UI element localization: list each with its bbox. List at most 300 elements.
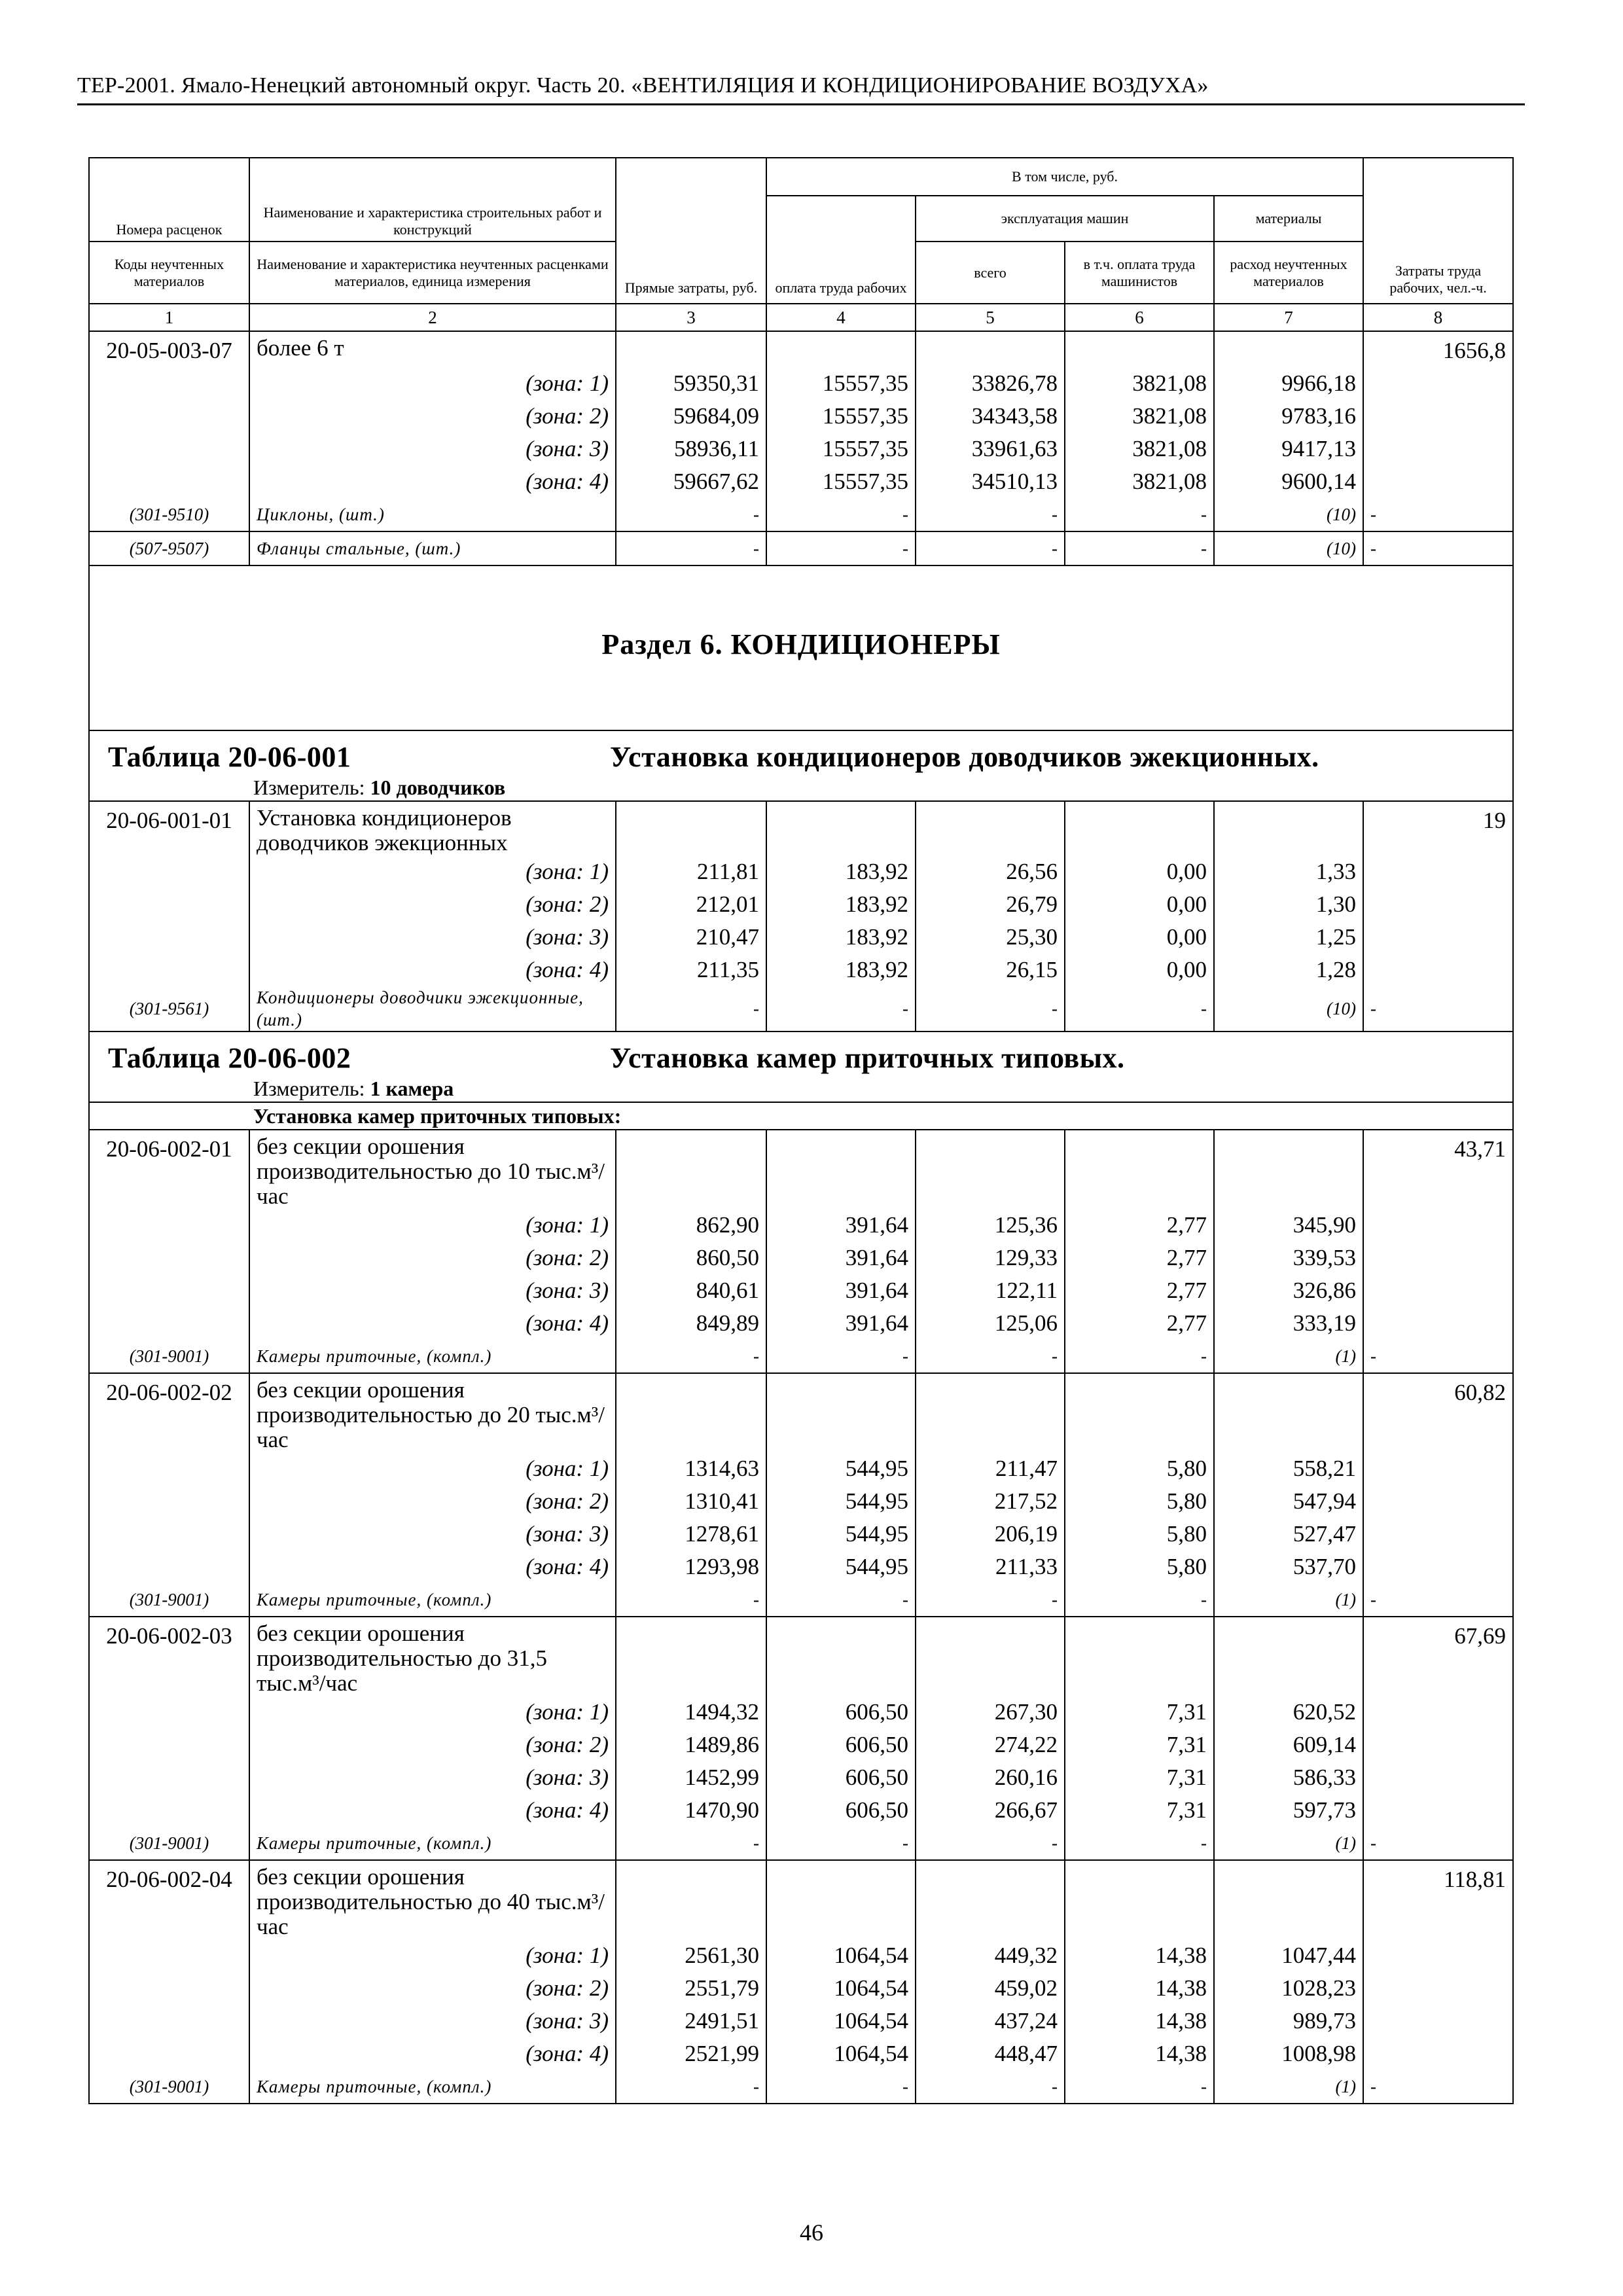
material-value: - (766, 1583, 916, 1617)
zone-row (89, 1209, 1513, 1242)
rate-block (89, 1130, 1513, 1373)
rate-name: без секции орошения производительностью до 10 тыс.м³/час (249, 1130, 616, 1209)
zone-value: 0,00 (1065, 954, 1214, 986)
empty-cell (1214, 1373, 1363, 1452)
rate-head-row (89, 1130, 1513, 1209)
material-name: Циклоны, (шт.) (249, 498, 616, 531)
zone-value: 391,64 (766, 1307, 916, 1340)
zone-value: 266,67 (916, 1794, 1065, 1827)
zone-value: 2,77 (1065, 1274, 1214, 1307)
zone-label: (зона: 4) (249, 2037, 616, 2070)
empty-cell (1065, 801, 1214, 855)
zone-value: 1008,98 (1214, 2037, 1363, 2070)
zone-value: 544,95 (766, 1551, 916, 1583)
zone-label: (зона: 1) (249, 855, 616, 888)
material-value: - (1363, 2070, 1513, 2104)
rate-code: 20-06-002-02 (89, 1373, 249, 1452)
zone-label: (зона: 3) (249, 921, 616, 954)
rate-name: без секции орошения производительностью до 31,5 тыс.м³/час (249, 1617, 616, 1696)
zone-value: 7,31 (1065, 1761, 1214, 1794)
zone-label: (зона: 2) (249, 1242, 616, 1274)
empty-cell (89, 433, 249, 465)
material-name: Камеры приточные, (компл.) (249, 1340, 616, 1373)
zone-value: 58936,11 (616, 433, 766, 465)
empty-cell (766, 1617, 916, 1696)
empty-cell (89, 400, 249, 433)
empty-cell (616, 1617, 766, 1696)
material-value: (10) (1214, 531, 1363, 565)
zone-value: 609,14 (1214, 1729, 1363, 1761)
zone-value: 391,64 (766, 1242, 916, 1274)
zone-value: 1,33 (1214, 855, 1363, 888)
zone-row (89, 855, 1513, 888)
zone-value: 14,38 (1065, 2037, 1214, 2070)
empty-cell (89, 1485, 249, 1518)
zone-value: 544,95 (766, 1518, 916, 1551)
zone-value: 25,30 (916, 921, 1065, 954)
zone-value: 125,06 (916, 1307, 1065, 1340)
empty-cell (89, 1794, 249, 1827)
zone-label: (зона: 1) (249, 1696, 616, 1729)
zone-label: (зона: 4) (249, 1307, 616, 1340)
zone-row (89, 1761, 1513, 1794)
empty-cell (1065, 1373, 1214, 1452)
header-col8: Затраты труда рабочих, чел.-ч. (1363, 158, 1513, 304)
material-value: (10) (1214, 498, 1363, 531)
empty-cell (1363, 1518, 1513, 1551)
zone-value: 606,50 (766, 1794, 916, 1827)
material-value: - (766, 498, 916, 531)
zone-value: 586,33 (1214, 1761, 1363, 1794)
material-value: - (1065, 1827, 1214, 1860)
material-value: - (1065, 498, 1214, 531)
material-value: - (616, 531, 766, 565)
empty-cell (89, 1696, 249, 1729)
group-heading: Установка камер приточных типовых: (89, 1102, 1513, 1130)
zone-value: 2,77 (1065, 1209, 1214, 1242)
empty-cell (89, 367, 249, 400)
table-caption (89, 730, 1513, 774)
empty-cell (89, 1761, 249, 1794)
zone-value: 597,73 (1214, 1794, 1363, 1827)
labor-cost: 118,81 (1363, 1860, 1513, 1939)
empty-cell (89, 2037, 249, 2070)
empty-cell (89, 1972, 249, 2005)
empty-cell (89, 1274, 249, 1307)
empty-cell (89, 1939, 249, 1972)
zone-value: 2551,79 (616, 1972, 766, 2005)
material-row (89, 2070, 1513, 2104)
material-value: - (766, 531, 916, 565)
zone-value: 1310,41 (616, 1485, 766, 1518)
measure-line (89, 774, 1513, 801)
empty-cell (916, 1860, 1065, 1939)
measure-label: Измеритель: (253, 1077, 365, 1100)
rate-head-row (89, 1860, 1513, 1939)
rate-head-row (89, 1617, 1513, 1696)
price-table (88, 157, 1514, 2104)
empty-cell (89, 465, 249, 498)
empty-cell (766, 1373, 916, 1452)
rate-code: 20-06-002-01 (89, 1130, 249, 1209)
material-code: (301-9001) (89, 2070, 249, 2104)
rate-block (89, 801, 1513, 1031)
zone-value: 5,80 (1065, 1518, 1214, 1551)
empty-cell (1363, 1939, 1513, 1972)
material-value: - (616, 1340, 766, 1373)
zone-value: 1278,61 (616, 1518, 766, 1551)
zone-value: 558,21 (1214, 1452, 1363, 1485)
page-number: 46 (800, 2219, 823, 2246)
rate-block (89, 1617, 1513, 1860)
rate-name: Установка кондиционеров доводчиков эжекционных (249, 801, 616, 855)
zone-value: 183,92 (766, 954, 916, 986)
section-block (89, 565, 1513, 801)
material-value: - (616, 986, 766, 1031)
zone-label: (зона: 3) (249, 1761, 616, 1794)
zone-value: 211,33 (916, 1551, 1065, 1583)
zone-value: 1064,54 (766, 2005, 916, 2037)
material-value: - (1065, 2070, 1214, 2104)
empty-cell (1363, 855, 1513, 888)
zone-value: 5,80 (1065, 1551, 1214, 1583)
zone-value: 1452,99 (616, 1761, 766, 1794)
zone-row (89, 1242, 1513, 1274)
zone-value: 448,47 (916, 2037, 1065, 2070)
zone-value: 620,52 (1214, 1696, 1363, 1729)
empty-cell (1363, 1209, 1513, 1242)
zone-row (89, 1939, 1513, 1972)
col-number: 4 (766, 304, 916, 331)
zone-value: 15557,35 (766, 465, 916, 498)
material-value: - (1065, 531, 1214, 565)
material-value: - (916, 498, 1065, 531)
empty-cell (89, 1729, 249, 1761)
zone-value: 129,33 (916, 1242, 1065, 1274)
col-number: 3 (616, 304, 766, 331)
section-title: Раздел 6. КОНДИЦИОНЕРЫ (89, 565, 1513, 730)
rate-code: 20-06-001-01 (89, 801, 249, 855)
zone-value: 122,11 (916, 1274, 1065, 1307)
zone-value: 339,53 (1214, 1242, 1363, 1274)
rate-head-row (89, 801, 1513, 855)
material-name: Камеры приточные, (компл.) (249, 1827, 616, 1860)
material-row (89, 1827, 1513, 1860)
material-value: (1) (1214, 2070, 1363, 2104)
material-value: - (1363, 1827, 1513, 1860)
empty-cell (89, 1452, 249, 1485)
empty-cell (916, 801, 1065, 855)
empty-cell (1363, 1729, 1513, 1761)
zone-value: 9966,18 (1214, 367, 1363, 400)
zone-value: 9600,14 (1214, 465, 1363, 498)
zone-label: (зона: 3) (249, 1274, 616, 1307)
zone-value: 989,73 (1214, 2005, 1363, 2037)
zone-value: 0,00 (1065, 855, 1214, 888)
material-value: - (766, 1827, 916, 1860)
header-col7: расход неучтенных материалов (1214, 242, 1363, 304)
zone-value: 3821,08 (1065, 400, 1214, 433)
zone-value: 183,92 (766, 855, 916, 888)
zone-value: 527,47 (1214, 1518, 1363, 1551)
material-value: - (1363, 1340, 1513, 1373)
material-value: - (616, 2070, 766, 2104)
empty-cell (89, 888, 249, 921)
zone-row (89, 921, 1513, 954)
header-col1b: Коды неучтенных материалов (89, 242, 249, 304)
zone-row (89, 1551, 1513, 1583)
col-number: 5 (916, 304, 1065, 331)
zone-value: 9783,16 (1214, 400, 1363, 433)
zone-value: 59684,09 (616, 400, 766, 433)
zone-label: (зона: 4) (249, 1794, 616, 1827)
empty-cell (916, 1130, 1065, 1209)
material-value: - (916, 1340, 1065, 1373)
zone-value: 860,50 (616, 1242, 766, 1274)
zone-value: 26,15 (916, 954, 1065, 986)
material-row (89, 498, 1513, 531)
zone-row (89, 1972, 1513, 2005)
zone-row (89, 1485, 1513, 1518)
running-head: ТЕР-2001. Ямало-Ненецкий автономный округ. Часть 20. «ВЕНТИЛЯЦИЯ И КОНДИЦИОНИРОВАНИЕ ВОЗДУХА» (77, 73, 1525, 105)
zone-value: 34343,58 (916, 400, 1065, 433)
zone-value: 2521,99 (616, 2037, 766, 2070)
zone-row (89, 2037, 1513, 2070)
zone-row (89, 1307, 1513, 1340)
empty-cell (1363, 1761, 1513, 1794)
material-value: - (916, 1827, 1065, 1860)
empty-cell (1214, 801, 1363, 855)
zone-row (89, 367, 1513, 400)
material-code: (301-9561) (89, 986, 249, 1031)
zone-value: 862,90 (616, 1209, 766, 1242)
empty-cell (1065, 1130, 1214, 1209)
empty-cell (89, 855, 249, 888)
rate-name: без секции орошения производительностью до 40 тыс.м³/час (249, 1860, 616, 1939)
rate-name: без секции орошения производительностью до 20 тыс.м³/час (249, 1373, 616, 1452)
zone-value: 211,47 (916, 1452, 1065, 1485)
zone-label: (зона: 4) (249, 954, 616, 986)
material-value: - (616, 1827, 766, 1860)
empty-cell (1363, 954, 1513, 986)
zone-value: 26,56 (916, 855, 1065, 888)
empty-cell (766, 1130, 916, 1209)
header-col2a: Наименование и характеристика строительных работ и конструкций (249, 158, 616, 242)
zone-value: 15557,35 (766, 367, 916, 400)
material-value: - (1065, 1583, 1214, 1617)
zone-value: 59350,31 (616, 367, 766, 400)
zone-value: 2,77 (1065, 1307, 1214, 1340)
empty-cell (1214, 1860, 1363, 1939)
col-number: 6 (1065, 304, 1214, 331)
rate-head-row (89, 331, 1513, 367)
zone-row (89, 400, 1513, 433)
zone-value: 15557,35 (766, 433, 916, 465)
measure-value: 10 доводчиков (370, 776, 506, 799)
zone-row (89, 888, 1513, 921)
header-col5: всего (916, 242, 1065, 304)
empty-cell (1363, 367, 1513, 400)
zone-value: 606,50 (766, 1761, 916, 1794)
zone-label: (зона: 2) (249, 400, 616, 433)
material-value: - (1363, 986, 1513, 1031)
material-value: - (766, 1340, 916, 1373)
material-value: - (1363, 1583, 1513, 1617)
material-name: Кондиционеры доводчики эжекционные, (шт.) (249, 986, 616, 1031)
zone-value: 125,36 (916, 1209, 1065, 1242)
zone-value: 1064,54 (766, 2037, 916, 2070)
zone-value: 34510,13 (916, 465, 1065, 498)
empty-cell (616, 1130, 766, 1209)
measure-line (89, 1075, 1513, 1102)
rate-block (89, 331, 1513, 565)
empty-cell (1363, 1307, 1513, 1340)
labor-cost: 1656,8 (1363, 331, 1513, 367)
empty-cell (916, 1373, 1065, 1452)
zone-value: 606,50 (766, 1729, 916, 1761)
zone-value: 274,22 (916, 1729, 1065, 1761)
empty-cell (916, 1617, 1065, 1696)
material-code: (301-9001) (89, 1583, 249, 1617)
zone-value: 547,94 (1214, 1485, 1363, 1518)
zone-label: (зона: 2) (249, 1972, 616, 2005)
zone-value: 459,02 (916, 1972, 1065, 2005)
zone-label: (зона: 1) (249, 1209, 616, 1242)
zone-row (89, 1696, 1513, 1729)
empty-cell (616, 331, 766, 367)
zone-value: 3821,08 (1065, 433, 1214, 465)
rate-name: более 6 т (249, 331, 616, 367)
empty-cell (616, 1860, 766, 1939)
empty-cell (89, 921, 249, 954)
rate-block (89, 1373, 1513, 1617)
zone-value: 14,38 (1065, 2005, 1214, 2037)
zone-row (89, 1274, 1513, 1307)
material-name: Камеры приточные, (компл.) (249, 1583, 616, 1617)
measure-label: Измеритель: (253, 776, 365, 799)
empty-cell (89, 1518, 249, 1551)
zone-value: 9417,13 (1214, 433, 1363, 465)
zone-value: 1064,54 (766, 1939, 916, 1972)
header-col3: Прямые затраты, руб. (616, 158, 766, 304)
zone-value: 211,35 (616, 954, 766, 986)
header-exploit: эксплуатация машин (916, 196, 1214, 242)
zone-value: 183,92 (766, 921, 916, 954)
zone-value: 2,77 (1065, 1242, 1214, 1274)
zone-value: 7,31 (1065, 1729, 1214, 1761)
zone-row (89, 465, 1513, 498)
zone-label: (зона: 3) (249, 1518, 616, 1551)
zone-value: 849,89 (616, 1307, 766, 1340)
zone-value: 544,95 (766, 1485, 916, 1518)
empty-cell (89, 954, 249, 986)
col-number: 1 (89, 304, 249, 331)
rate-code: 20-05-003-07 (89, 331, 249, 367)
empty-cell (1363, 1242, 1513, 1274)
zone-label: (зона: 3) (249, 433, 616, 465)
zone-value: 5,80 (1065, 1452, 1214, 1485)
col-number: 7 (1214, 304, 1363, 331)
zone-value: 1494,32 (616, 1696, 766, 1729)
empty-cell (1065, 1617, 1214, 1696)
empty-cell (1363, 1551, 1513, 1583)
zone-label: (зона: 1) (249, 1452, 616, 1485)
material-value: - (1363, 531, 1513, 565)
labor-cost: 60,82 (1363, 1373, 1513, 1452)
zone-label: (зона: 2) (249, 888, 616, 921)
header-col2b: Наименование и характеристика неучтенных расценками материалов, единица измерения (249, 242, 616, 304)
col-number: 2 (249, 304, 616, 331)
material-value: - (766, 2070, 916, 2104)
zone-value: 840,61 (616, 1274, 766, 1307)
zone-value: 391,64 (766, 1209, 916, 1242)
header-col1a: Номера расценок (89, 158, 249, 242)
labor-cost: 19 (1363, 801, 1513, 855)
zone-value: 14,38 (1065, 1972, 1214, 2005)
empty-cell (916, 331, 1065, 367)
empty-cell (89, 2005, 249, 2037)
zone-row (89, 1794, 1513, 1827)
material-code: (301-9510) (89, 498, 249, 531)
material-value: - (616, 498, 766, 531)
material-value: - (916, 986, 1065, 1031)
zone-value: 5,80 (1065, 1485, 1214, 1518)
header-materials: материалы (1214, 196, 1363, 242)
zone-value: 15557,35 (766, 400, 916, 433)
zone-value: 1047,44 (1214, 1939, 1363, 1972)
material-value: - (616, 1583, 766, 1617)
empty-cell (1363, 1274, 1513, 1307)
zone-value: 544,95 (766, 1452, 916, 1485)
zone-value: 391,64 (766, 1274, 916, 1307)
empty-cell (89, 1242, 249, 1274)
zone-value: 33826,78 (916, 367, 1065, 400)
empty-cell (766, 1860, 916, 1939)
zone-value: 1489,86 (616, 1729, 766, 1761)
zone-value: 449,32 (916, 1939, 1065, 1972)
table-label: Таблица 20-06-001 (108, 741, 351, 773)
material-value: (1) (1214, 1827, 1363, 1860)
zone-row (89, 1518, 1513, 1551)
empty-cell (766, 331, 916, 367)
zone-value: 2491,51 (616, 2005, 766, 2037)
zone-value: 1064,54 (766, 1972, 916, 2005)
zone-row (89, 954, 1513, 986)
rate-block (89, 1860, 1513, 2104)
material-value: - (766, 986, 916, 1031)
material-row (89, 1583, 1513, 1617)
zone-value: 537,70 (1214, 1551, 1363, 1583)
zone-value: 217,52 (916, 1485, 1065, 1518)
table-label: Таблица 20-06-002 (108, 1042, 351, 1074)
rate-code: 20-06-002-03 (89, 1617, 249, 1696)
labor-cost: 43,71 (1363, 1130, 1513, 1209)
empty-cell (1363, 1794, 1513, 1827)
zone-value: 326,86 (1214, 1274, 1363, 1307)
empty-cell (616, 801, 766, 855)
zone-value: 606,50 (766, 1696, 916, 1729)
zone-label: (зона: 4) (249, 465, 616, 498)
zone-row (89, 1729, 1513, 1761)
zone-value: 7,31 (1065, 1794, 1214, 1827)
empty-cell (616, 1373, 766, 1452)
material-code: (301-9001) (89, 1340, 249, 1373)
material-code: (301-9001) (89, 1827, 249, 1860)
zone-value: 260,16 (916, 1761, 1065, 1794)
empty-cell (1214, 331, 1363, 367)
empty-cell (89, 1551, 249, 1583)
col-number: 8 (1363, 304, 1513, 331)
